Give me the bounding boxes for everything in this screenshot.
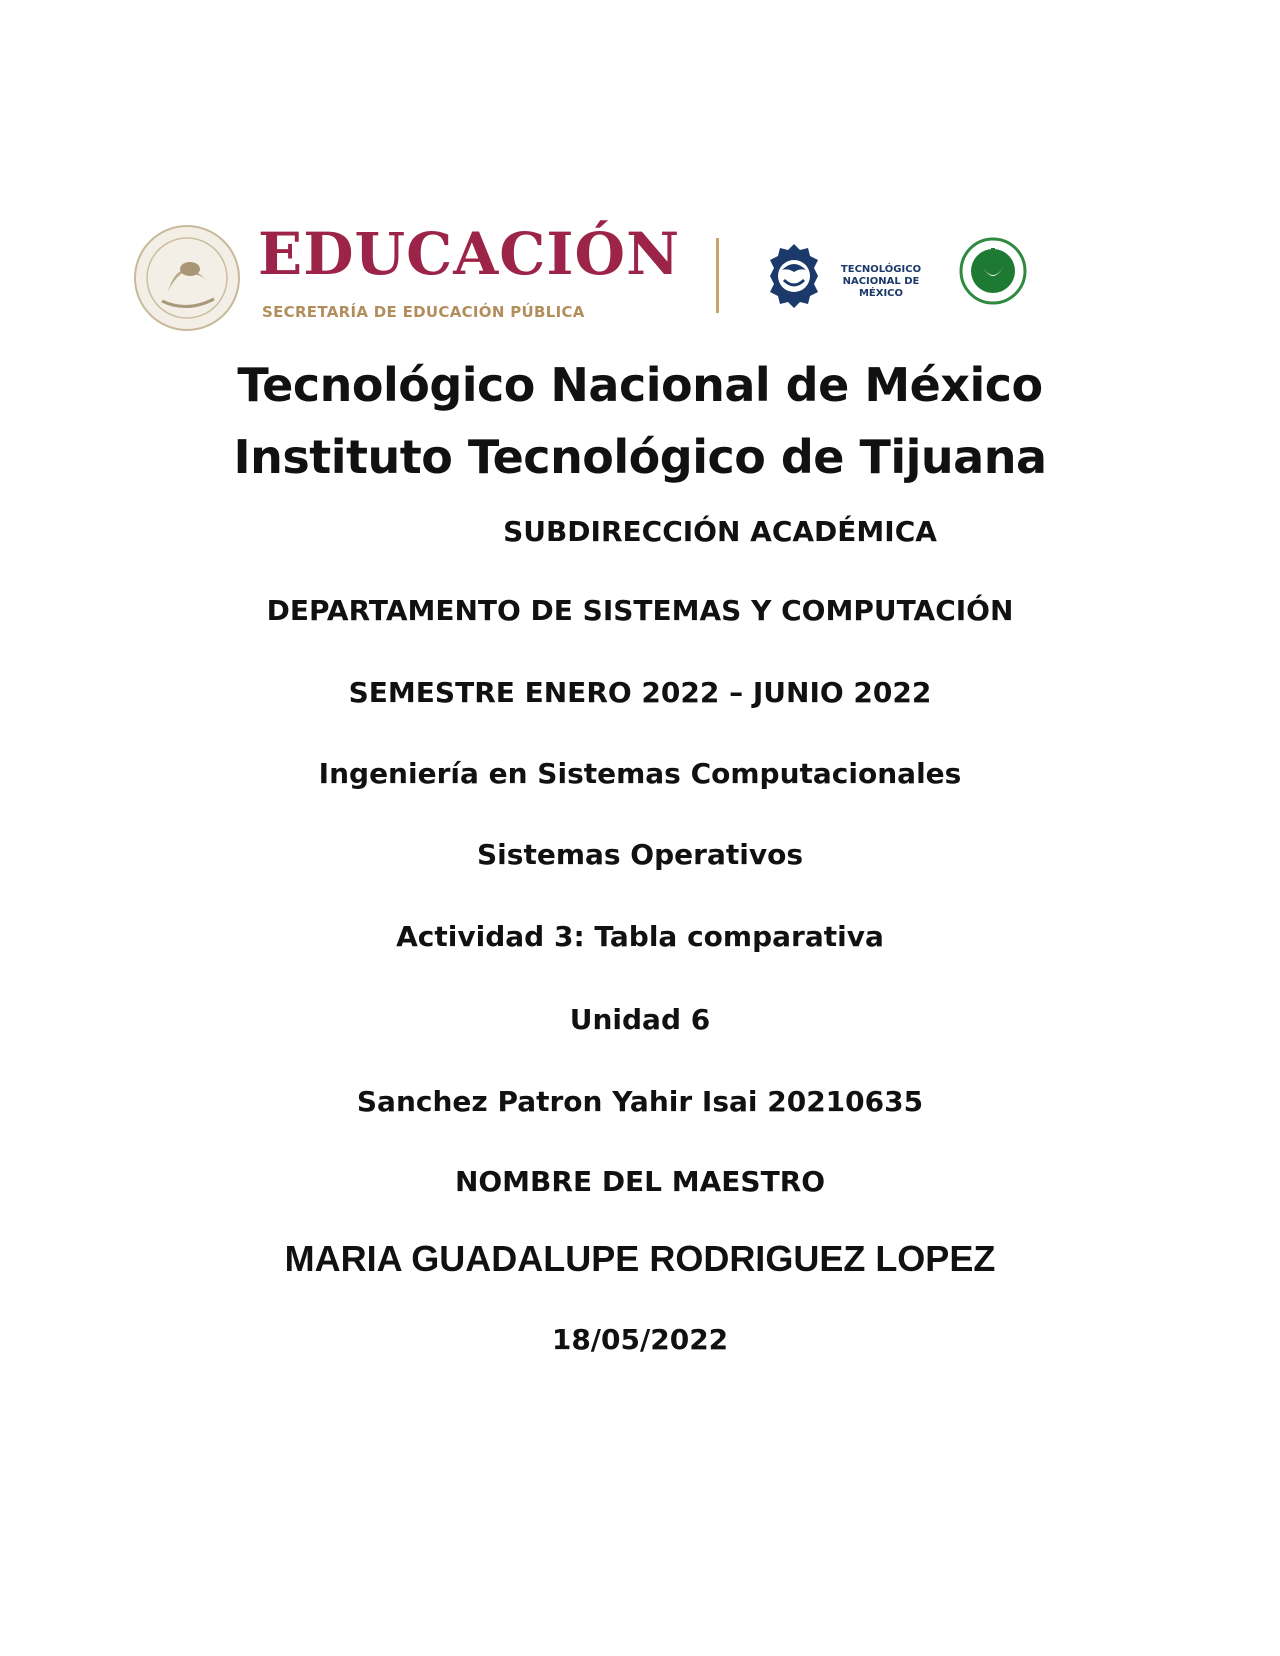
institute-name: Instituto Tecnológico de Tijuana (233, 430, 1047, 484)
tecnm-text (826, 264, 936, 300)
departamento: DEPARTAMENTO DE SISTEMAS Y COMPUTACIÓN (266, 594, 1014, 627)
itt-logo-icon (958, 236, 1028, 306)
fecha: 18/05/2022 (551, 1323, 729, 1356)
actividad: Actividad 3: Tabla comparativa (396, 920, 884, 953)
subdireccion: SUBDIRECCIÓN ACADÉMICA (503, 515, 937, 548)
institution-name: Tecnológico Nacional de México (237, 358, 1043, 412)
unidad: Unidad 6 (569, 1003, 711, 1036)
mexican-seal-icon (132, 223, 242, 333)
maestro-nombre: MARIA GUADALUPE RODRIGUEZ LOPEZ (284, 1238, 996, 1279)
materia: Sistemas Operativos (477, 838, 803, 871)
semestre: SEMESTRE ENERO 2022 – JUNIO 2022 (348, 676, 932, 709)
maestro-label: NOMBRE DEL MAESTRO (454, 1165, 826, 1198)
tecnm-line1: TECNOLÓGICO (840, 264, 922, 275)
alumno: Sanchez Patron Yahir Isai 20210635 (356, 1085, 924, 1118)
education-subtitle: SECRETARÍA DE EDUCACIÓN PÚBLICA (262, 303, 585, 321)
header-logos (132, 218, 1062, 328)
tecnm-line2: NACIONAL DE MÉXICO (842, 276, 920, 299)
logo-divider (716, 238, 719, 313)
tecnm-gear-icon (768, 240, 820, 310)
education-title: EDUCACIÓN (258, 220, 681, 288)
carrera: Ingeniería en Sistemas Computacionales (318, 757, 962, 790)
